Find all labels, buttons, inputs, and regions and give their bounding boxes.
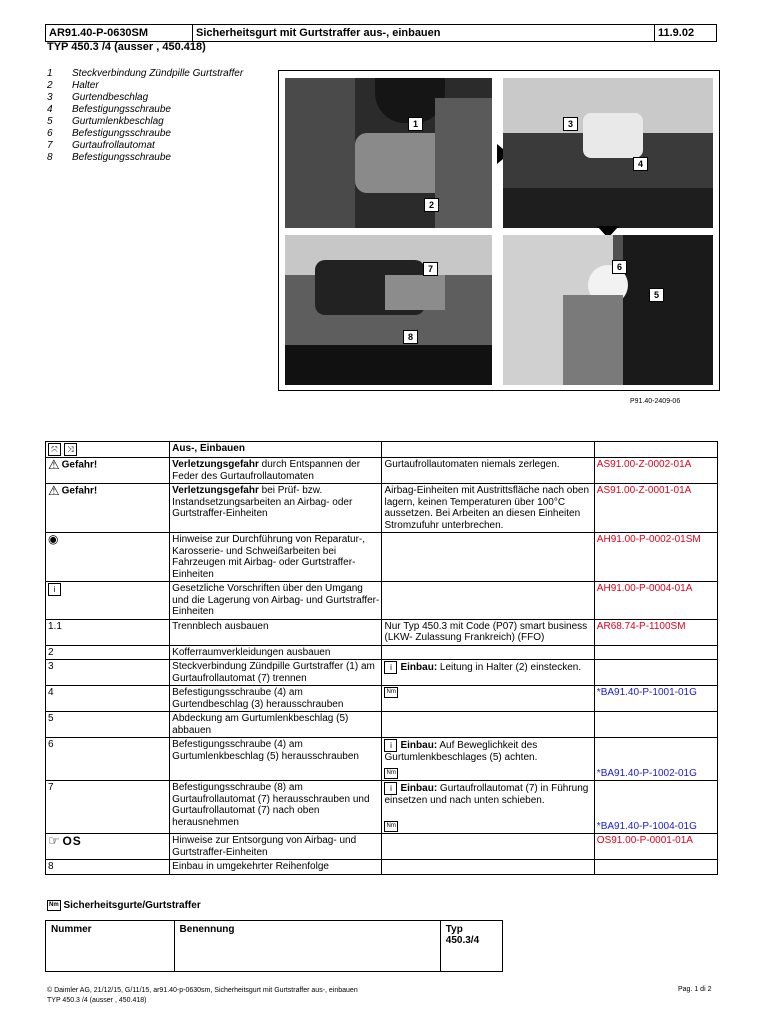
footer — [47, 986, 358, 1006]
legend-item — [47, 68, 243, 80]
note-bold: Einbau: — [400, 783, 438, 795]
photo-connector — [285, 78, 492, 228]
legend-item — [47, 140, 243, 152]
gefahr-label: Gefahr! — [61, 459, 98, 471]
legend-num: 8 — [47, 152, 53, 163]
table-row — [46, 712, 718, 738]
action-bold: Verletzungsgefahr — [172, 485, 259, 496]
table-row — [46, 645, 718, 660]
note-text: Nur Typ 450.3 mit Code (P07) smart business (LKW- Zulassung Frankreich) (FFO) — [382, 619, 594, 645]
step-number: 1.1 — [46, 619, 170, 645]
col-nummer: Nummer — [46, 921, 175, 972]
reference-link[interactable]: AS91.00-Z-0002-01A — [594, 458, 717, 484]
reference-link[interactable]: OS91.00-P-0001-01A — [594, 834, 717, 860]
callout-2: 2 — [424, 198, 439, 212]
reference-link[interactable]: *BA91.40-P-1002-01G — [594, 738, 717, 781]
header-label: Aus-, Einbauen — [170, 442, 382, 458]
callout-8: 8 — [403, 330, 418, 344]
note-bold: Einbau: — [400, 740, 438, 752]
action-text: Steckverbindung Zündpille Gurtstraffer (1) am Gurtaufrollautomat (7) trennen — [170, 660, 382, 686]
disposal-hand-icon: ☞ — [48, 833, 60, 849]
section-title: Nm Sicherheitsgurte/Gurtstraffer — [49, 900, 201, 912]
legend-num: 4 — [47, 104, 53, 115]
table-row — [46, 686, 718, 712]
note-bold: Einbau: — [400, 662, 438, 674]
reference-link[interactable]: AR68.74-P-1100SM — [594, 619, 717, 645]
action-text: Befestigungsschraube (4) am Gurtendbeschlag (3) herausschrauben — [170, 686, 382, 712]
action-text: Befestigungsschraube (4) am Gurtumlenkbeschlag (5) herausschrauben — [170, 738, 382, 781]
table-row — [46, 781, 718, 834]
footer-line: TYP 450.3 /4 (ausser , 450.418) — [47, 997, 147, 1004]
legend-num: 2 — [47, 80, 53, 91]
action-text: Hinweise zur Entsorgung von Airbag- und Gurtstraffer-Einheiten — [170, 834, 382, 860]
legend-text: Befestigungsschraube — [72, 152, 171, 163]
note-text: Leitung in Halter (2) einstecken. — [437, 662, 582, 674]
action-text: Kofferraumverkleidungen ausbauen — [170, 645, 382, 660]
legend-text: Gurtumlenkbeschlag — [72, 116, 164, 127]
table-row — [46, 619, 718, 645]
install-icon: ⤨ — [64, 443, 77, 456]
document-header — [45, 24, 717, 42]
legend-text: Steckverbindung Zündpille Gurtstraffer — [72, 68, 244, 79]
note-circle-icon: ◉ — [48, 532, 59, 546]
legend-num: 5 — [47, 116, 53, 127]
callout-3: 3 — [563, 117, 578, 131]
step-number: 4 — [46, 686, 170, 712]
action-bold: Verletzungsgefahr — [172, 459, 259, 470]
callout-7: 7 — [423, 262, 438, 276]
legend-text: Gurtendbeschlag — [72, 92, 149, 103]
col-typ: Typ 450.3/4 — [440, 921, 502, 972]
note-text: Auf Beweglichkeit des Gurtumlenkbeschlages (5) achten. — [384, 740, 538, 763]
action-text: durch Entspannen der Feder des Gurtaufrollautomaten — [172, 459, 361, 482]
table-header-row — [46, 442, 718, 458]
col-benennung: Benennung — [174, 921, 440, 972]
info-icon: i — [384, 661, 397, 674]
reference-link[interactable]: AH91.00-P-0004-01A — [594, 582, 717, 620]
step-number: 3 — [46, 660, 170, 686]
action-text: Abdeckung am Gurtumlenkbeschlag (5) abbauen — [170, 712, 382, 738]
table-row — [46, 834, 718, 860]
footer-line: © Daimler AG, 21/12/15, G/11/15, ar91.40-p-0630sm, Sicherheitsgurt mit Gurtstraffer aus-, einbauen — [47, 987, 358, 994]
info-icon: i — [48, 583, 61, 596]
legend-num: 6 — [47, 128, 53, 139]
table-row — [46, 660, 718, 686]
legend-text: Befestigungsschraube — [72, 104, 171, 115]
note-text: Airbag-Einheiten mit Austrittsfläche nach oben lagern, keinen Temperaturen über 100°C aussetzen. Bei Arbeiten an diesen Einheiten Stromzufuhr unterbrechen. — [382, 484, 594, 533]
table-row — [46, 533, 718, 582]
legend-text: Befestigungsschraube — [72, 128, 171, 139]
callout-5: 5 — [649, 288, 664, 302]
legend-num: 7 — [47, 140, 53, 151]
legend-item — [47, 128, 243, 140]
step-number: 8 — [46, 860, 170, 875]
action-text: Einbau in umgekehrter Reihenfolge — [170, 860, 382, 875]
info-icon: i — [384, 782, 397, 795]
legend-item — [47, 92, 243, 104]
step-number: 2 — [46, 645, 170, 660]
action-text: Befestigungsschraube (8) am Gurtaufrollautomat (7) herausschrauben und Gurtaufrollautomat (7) nach oben herausnehmen — [170, 781, 382, 834]
action-text: bei Prüf- bzw. Instandsetzungsarbeiten an Airbag- oder Gurtstraffer-Einheiten — [172, 485, 353, 519]
legend-item — [47, 152, 243, 164]
reference-link[interactable]: AH91.00-P-0002-01SM — [594, 533, 717, 582]
reference-link[interactable]: *BA91.40-P-1004-01G — [594, 781, 717, 834]
doc-id: AR91.40-P-0630SM — [46, 25, 193, 42]
callout-4: 4 — [633, 157, 648, 171]
warning-icon: ⚠ — [48, 483, 60, 498]
procedure-table — [45, 441, 718, 875]
os-label: OS — [62, 834, 82, 849]
procedure-figure — [278, 70, 720, 391]
reference-link[interactable]: AS91.00-Z-0001-01A — [594, 484, 717, 533]
table-row — [46, 458, 718, 484]
callout-6: 6 — [612, 260, 627, 274]
note-text: Gurtaufrollautomaten niemals zerlegen. — [382, 458, 594, 484]
legend-item — [47, 80, 243, 92]
legend-item — [47, 116, 243, 128]
info-icon: i — [384, 739, 397, 752]
photo-belt-guide — [503, 235, 713, 385]
table-row — [46, 860, 718, 875]
torque-icon: Nm — [47, 900, 61, 911]
warning-icon: ⚠ — [48, 457, 60, 472]
doc-title: Sicherheitsgurt mit Gurtstraffer aus-, einbauen — [193, 25, 655, 42]
gefahr-label: Gefahr! — [61, 485, 98, 497]
photo-belt-end — [503, 78, 713, 228]
page-number: Pag. 1 di 2 — [678, 986, 712, 993]
reference-link[interactable]: *BA91.40-P-1001-01G — [594, 686, 717, 712]
torque-icon: Nm — [384, 687, 397, 698]
doc-date: 11.9.02 — [655, 25, 717, 42]
legend-num: 3 — [47, 92, 53, 103]
step-number: 6 — [46, 738, 170, 781]
photo-retractor — [285, 235, 492, 385]
action-text: Hinweise zur Durchführung von Reparatur-, Karosserie- und Schweißarbeiten bei Fahrzeugen mit Airbag- oder Gurtstraffer-Einheiten — [170, 533, 382, 582]
legend-list — [47, 68, 243, 164]
figure-code: P91.40-2409-06 — [630, 398, 681, 405]
legend-text: Halter — [72, 80, 99, 91]
table-row — [46, 484, 718, 533]
note-text: Gurtaufrollautomat (7) in Führung einsetzen und nach unten schieben. — [384, 783, 589, 807]
step-number: 5 — [46, 712, 170, 738]
legend-text: Gurtaufrollautomat — [72, 140, 155, 151]
torque-icon: Nm — [384, 821, 397, 832]
table-row — [46, 738, 718, 781]
torque-icon: Nm — [384, 768, 397, 779]
action-text: Gesetzliche Vorschriften über den Umgang und die Lagerung von Airbag- und Gurtstraffer-Einheiten — [170, 582, 382, 620]
callout-1: 1 — [408, 117, 423, 131]
action-text: Trennblech ausbauen — [170, 619, 382, 645]
legend-num: 1 — [47, 68, 53, 79]
legend-item — [47, 104, 243, 116]
table-row — [46, 582, 718, 620]
type-line: TYP 450.3 /4 (ausser , 450.418) — [47, 41, 206, 53]
step-number: 7 — [46, 781, 170, 834]
torque-table — [45, 920, 503, 972]
remove-icon: ⤧ — [48, 443, 61, 456]
